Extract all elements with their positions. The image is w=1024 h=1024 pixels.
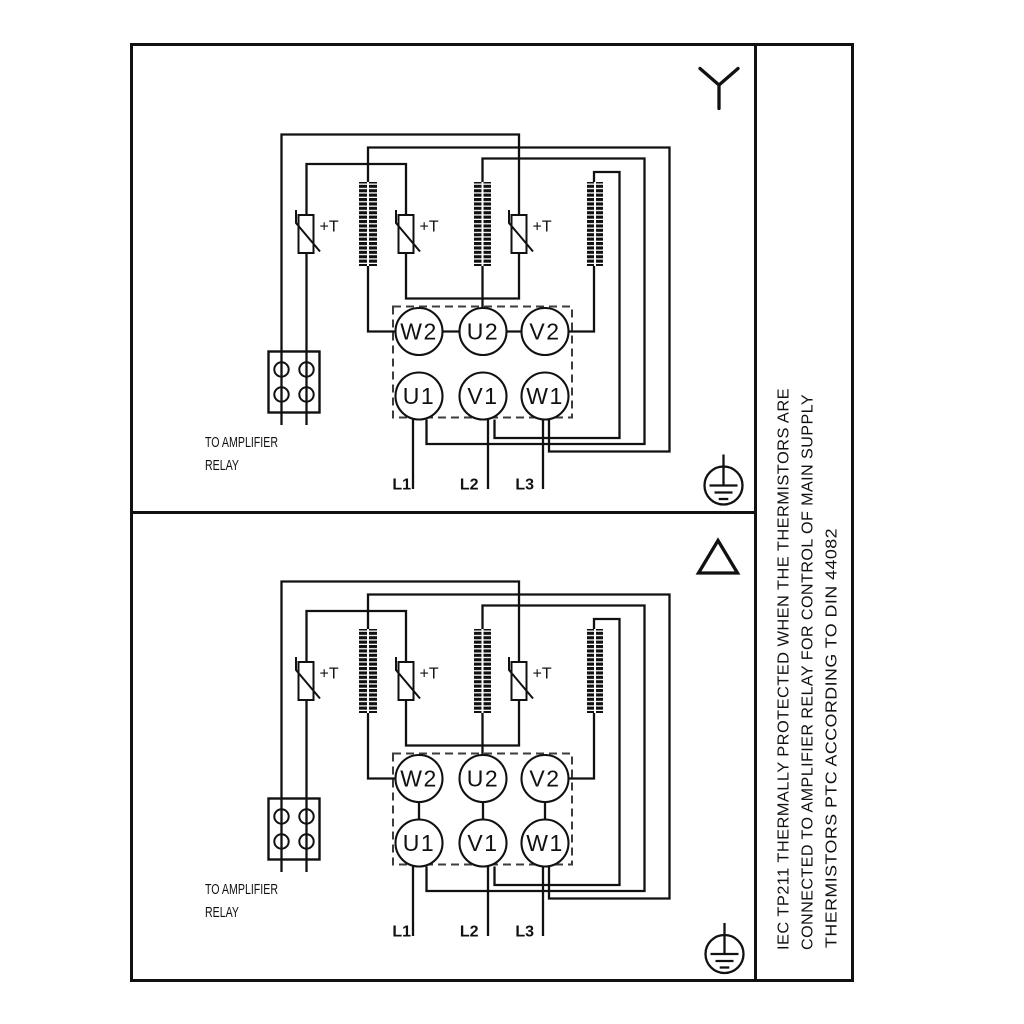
terminal-label-w2: W2 bbox=[400, 318, 438, 345]
terminal-label-w1: W1 bbox=[526, 383, 564, 409]
terminal-u2 bbox=[460, 308, 507, 355]
terminal-u1 bbox=[396, 820, 443, 867]
star-panel bbox=[205, 69, 743, 505]
thermistor-2 bbox=[396, 210, 439, 253]
amplifier-relay-note-line2: RELAY bbox=[205, 457, 239, 474]
terminal-v1 bbox=[460, 820, 507, 867]
supply-label-l1: L1 bbox=[392, 923, 411, 941]
terminal-u2 bbox=[460, 755, 507, 802]
wire-winding-w-to-w2 bbox=[368, 713, 396, 779]
supply-label-l3: L3 bbox=[515, 923, 534, 941]
terminal-w2 bbox=[396, 755, 443, 802]
thermistor-1 bbox=[296, 657, 339, 700]
thermistor-3 bbox=[509, 657, 552, 700]
amplifier-relay-note-line1: TO AMPLIFIER bbox=[205, 434, 279, 451]
terminal-label-u1: U1 bbox=[402, 830, 436, 856]
delta-bridge-links bbox=[419, 803, 545, 821]
wire-thermistor1-to-thermistor2 bbox=[307, 611, 407, 662]
motor-winding-v bbox=[587, 182, 603, 266]
terminal-v1 bbox=[460, 373, 507, 420]
wire-winding-v-to-v2 bbox=[568, 713, 594, 779]
terminal-label-v1: V1 bbox=[467, 830, 499, 856]
wire-winding-v-to-v2 bbox=[568, 266, 594, 332]
supply-label-l1: L1 bbox=[392, 476, 411, 494]
star-symbol-icon bbox=[700, 69, 738, 109]
motor-winding-w bbox=[359, 182, 377, 266]
terminal-label-w2: W2 bbox=[400, 765, 438, 792]
thermistor-2-label: +T bbox=[419, 218, 439, 236]
supply-label-l2: L2 bbox=[459, 923, 479, 941]
terminal-label-u1: U1 bbox=[402, 383, 436, 409]
ground-icon bbox=[706, 923, 744, 973]
side-note-line-1: IEC TP211 THERMALLY PROTECTED WHEN THE THERMISTORS ARE bbox=[775, 419, 793, 950]
delta-circuit bbox=[205, 582, 670, 941]
terminal-label-v2: V2 bbox=[529, 765, 561, 792]
star-circuit bbox=[205, 135, 670, 494]
thermistor-2 bbox=[396, 657, 439, 700]
terminal-label-u2: U2 bbox=[466, 318, 500, 345]
wire-thermistor2-to-thermistor3 bbox=[406, 700, 519, 746]
ground-icon bbox=[705, 455, 743, 505]
supply-label-l3: L3 bbox=[515, 476, 534, 494]
motor-winding-u bbox=[474, 629, 491, 713]
thermistor-1-label: +T bbox=[319, 218, 339, 236]
terminal-label-u2: U2 bbox=[466, 765, 500, 792]
terminal-w1 bbox=[522, 820, 569, 867]
wire-thermistor2-to-thermistor3 bbox=[406, 253, 519, 299]
terminal-label-v2: V2 bbox=[529, 318, 561, 345]
wire-winding-w-to-w2 bbox=[368, 266, 396, 332]
relay-connector bbox=[269, 799, 320, 860]
terminal-u1 bbox=[396, 373, 443, 420]
thermistor-1 bbox=[296, 210, 339, 253]
terminal-label-v1: V1 bbox=[467, 383, 499, 409]
amplifier-relay-note-line1: TO AMPLIFIER bbox=[205, 881, 279, 898]
terminal-w1 bbox=[522, 373, 569, 420]
side-note-line-2: CONNECTED TO AMPLIFIER RELAY FOR CONTROL OF MAIN SUPPLY bbox=[799, 415, 817, 950]
wire-thermistor1-to-thermistor2 bbox=[307, 164, 407, 215]
side-note-line-3: THERMISTORS PTC ACCORDING TO DIN 44082 bbox=[823, 583, 841, 948]
terminal-label-w1: W1 bbox=[526, 830, 564, 856]
supply-label-l2: L2 bbox=[459, 476, 479, 494]
thermistor-2-label: +T bbox=[419, 665, 439, 683]
motor-winding-u bbox=[474, 182, 491, 266]
motor-winding-v bbox=[587, 629, 603, 713]
thermistor-3-label: +T bbox=[532, 218, 552, 236]
thermistor-1-label: +T bbox=[319, 665, 339, 683]
terminal-v2 bbox=[522, 308, 569, 355]
side-note bbox=[776, 388, 841, 950]
relay-connector bbox=[269, 352, 320, 413]
amplifier-relay-note-line2: RELAY bbox=[205, 904, 239, 921]
delta-symbol-icon bbox=[699, 541, 738, 574]
thermistor-3 bbox=[509, 210, 552, 253]
terminal-v2 bbox=[522, 755, 569, 802]
terminal-w2 bbox=[396, 308, 443, 355]
thermistor-3-label: +T bbox=[532, 665, 552, 683]
delta-panel bbox=[205, 541, 744, 974]
motor-winding-w bbox=[359, 629, 377, 713]
